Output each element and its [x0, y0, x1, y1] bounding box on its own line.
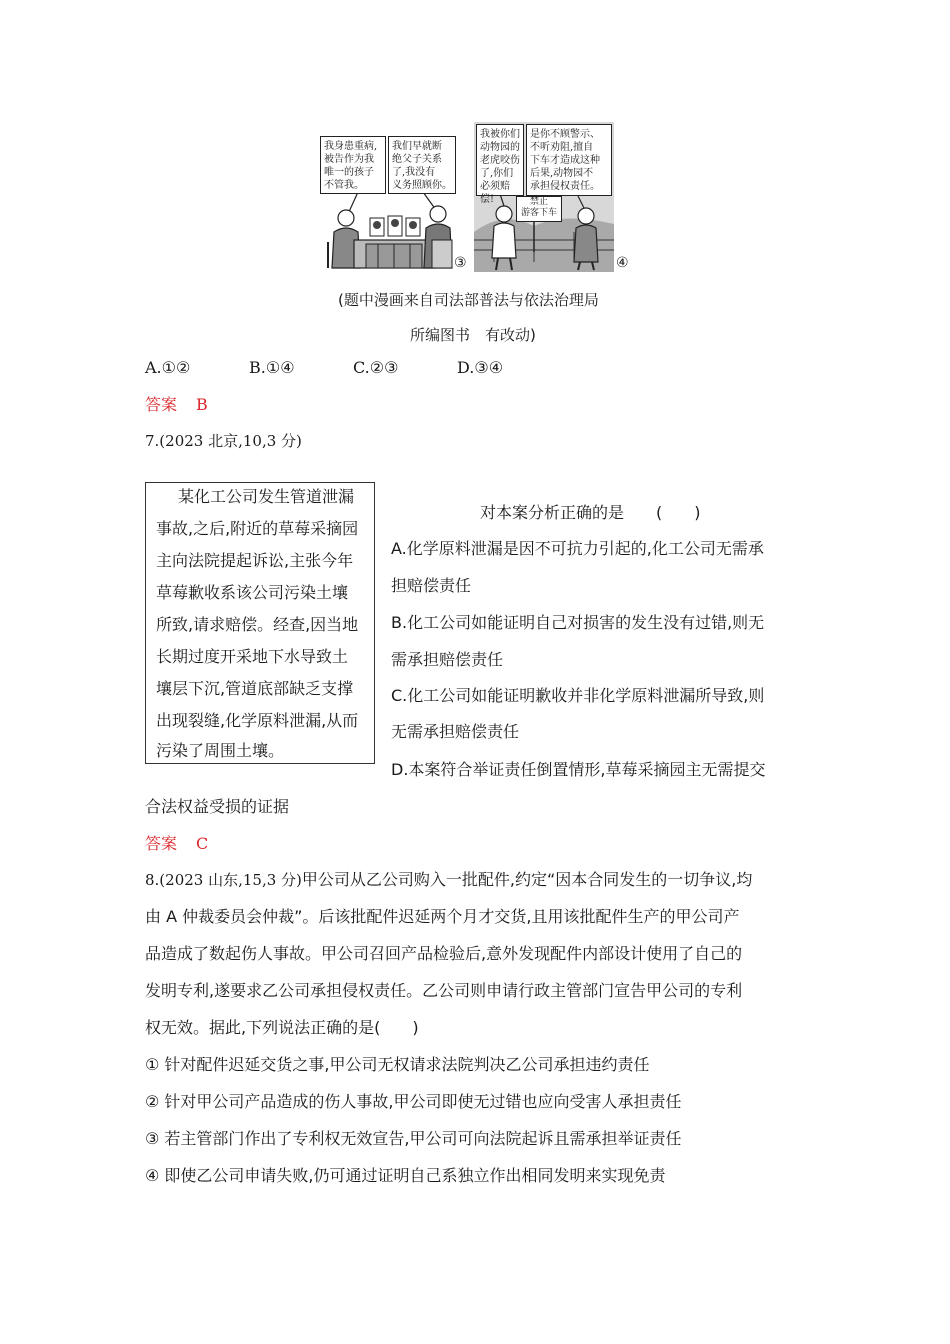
q6-answer-value: B — [196, 395, 208, 414]
q7-case-line: 所致,请求赔偿。经查,因当地 — [156, 615, 359, 634]
panel4-left-bubble: 我被你们 动物园的 老虎咬伤 了,你们 必须赔偿! — [476, 124, 524, 196]
q6-option-a: A.①② — [145, 358, 191, 377]
q6-option-b: B.①④ — [249, 358, 295, 377]
q7-option-line: 担赔偿责任 — [391, 576, 472, 595]
q8-line: 权无效。据此,下列说法正确的是( ) — [145, 1018, 419, 1037]
q7-case-box — [145, 482, 375, 764]
panel4-right-bubble: 是你不顾警示、 不听劝阻,擅自 下车才造成这种 后果,动物园不 承担侵权责任。 — [526, 124, 612, 196]
q7-case-line: 主向法院提起诉讼,主张今年 — [156, 551, 354, 570]
q8-first-line — [145, 870, 752, 890]
q7-option-line: 无需承担赔偿责任 — [391, 722, 520, 741]
q6-answer-label: 答案 — [145, 395, 178, 414]
q7-option-line: C.化工公司如能证明歉收并非化学原料泄漏所导致,则 — [391, 686, 765, 705]
panel3-left-bubble: 我身患重病, 被告作为我 唯一的孩子 不管我。 — [320, 136, 386, 194]
q8-item-2: ② 针对甲公司产品造成的伤人事故,甲公司即使无过错也应向受害人承担责任 — [145, 1092, 682, 1111]
q7-option-tail: 合法权益受损的证据 — [145, 797, 290, 816]
q6-option-d: D.③④ — [457, 358, 504, 377]
comic-panel-4 — [474, 122, 632, 272]
q8-line: 发明专利,遂要求乙公司承担侵权责任。乙公司则申请行政主管部门宣告甲公司的专利 — [145, 981, 743, 1000]
q8-line: 由 A 仲裁委员会仲裁”。后该批配件迟延两个月才交货,且用该批配件生产的甲公司产 — [145, 907, 740, 926]
q7-case-line: 污染了周围土壤。 — [156, 741, 285, 760]
panel4-number: ④ — [616, 255, 629, 271]
q7-option-line: 需承担赔偿责任 — [391, 650, 504, 669]
comic-caption-line1: (题中漫画来自司法部普法与依法治理局 — [338, 291, 599, 309]
q8-source: 8.(2023 山东,15,3 分) — [145, 871, 302, 889]
comic-caption-line2: 所编图书 有改动) — [410, 326, 536, 344]
q7-option-line: D.本案符合举证责任倒置情形,草莓采摘园主无需提交 — [391, 760, 766, 779]
q7-case-line: 壤层下沉,管道底部缺乏支撑 — [156, 679, 354, 698]
q8-item-4: ④ 即使乙公司申请失败,仍可通过证明自己系独立作出相同发明来实现免责 — [145, 1166, 666, 1185]
q7-case-line: 出现裂缝,化学原料泄漏,从而 — [156, 711, 359, 730]
q8-item-1: ① 针对配件迟延交货之事,甲公司无权请求法院判决乙公司承担违约责任 — [145, 1055, 650, 1074]
panel3-number: ③ — [454, 255, 467, 271]
panel3-right-bubble: 我们早就断 绝父子关系 了,我没有 义务照顾你。 — [388, 136, 456, 194]
q7-header: 7.(2023 北京,10,3 分) — [145, 432, 302, 450]
q7-option-line: B.化工公司如能证明自己对损害的发生没有过错,则无 — [391, 613, 765, 632]
q7-answer-label: 答案 — [145, 834, 178, 853]
comic-illustration — [318, 122, 632, 272]
q6-option-c: C.②③ — [353, 358, 399, 377]
q7-case-line: 某化工公司发生管道泄漏 — [178, 487, 355, 506]
q7-option-line: A.化学原料泄漏是因不可抗力引起的,化工公司无需承 — [391, 539, 764, 558]
q7-case-line: 事故,之后,附近的草莓采摘园 — [156, 519, 359, 538]
q7-case-line: 草莓歉收系该公司污染土壤 — [156, 583, 349, 602]
q7-question: 对本案分析正确的是 ( ) — [480, 503, 701, 522]
q8-first-line-text: 甲公司从乙公司购入一批配件,约定“因本合同发生的一切争议,均 — [301, 870, 753, 889]
q7-case-line: 长期过度开采地下水导致土 — [156, 647, 349, 666]
no-exit-sign: 禁止 游客下车 — [516, 196, 562, 222]
comic-panel-3 — [318, 122, 470, 272]
q8-item-3: ③ 若主管部门作出了专利权无效宣告,甲公司可向法院起诉且需承担举证责任 — [145, 1129, 682, 1148]
q7-answer-value: C — [196, 834, 209, 853]
q8-line: 品造成了数起伤人事故。甲公司召回产品检验后,意外发现配件内部设计使用了自己的 — [145, 944, 743, 963]
